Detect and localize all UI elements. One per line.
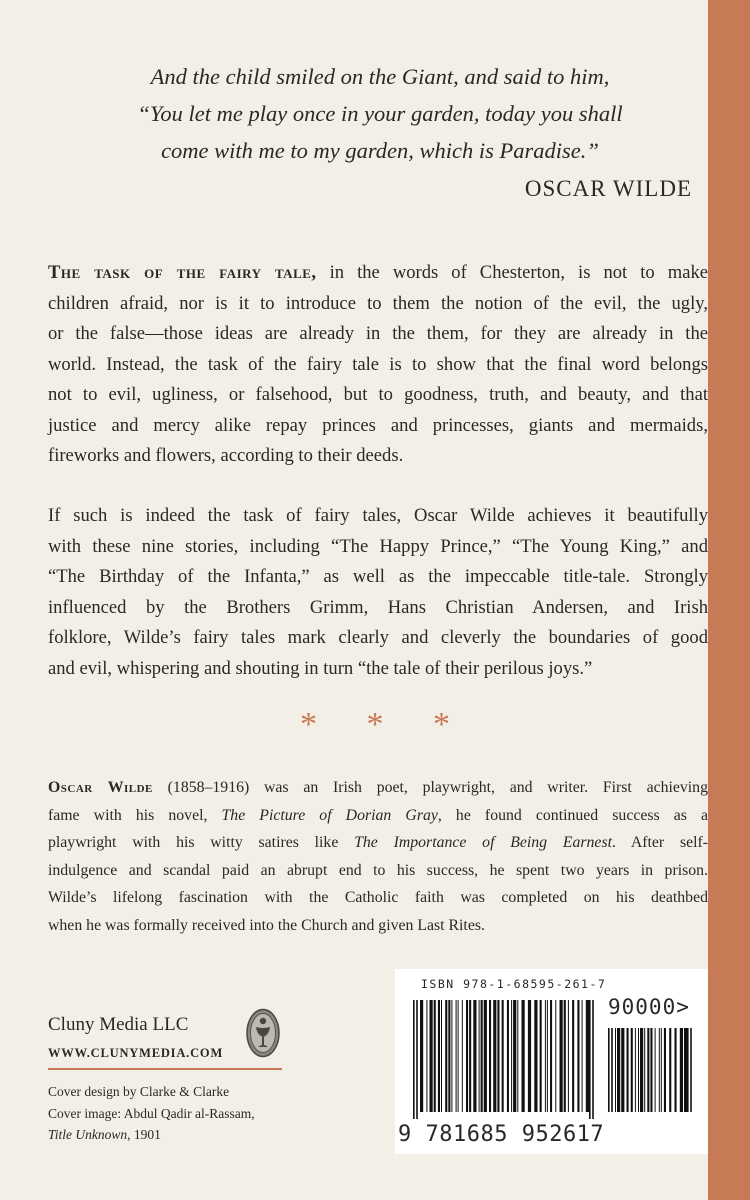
barcode-bar (469, 1000, 471, 1112)
paragraph-line: The task of the fairy tale, in the words of Chesterton, is not to make (48, 262, 708, 283)
bio-line: Wilde’s lifelong fascination with the Catholic faith was completed on his deathbed (48, 889, 708, 906)
barcode-bar (675, 1028, 677, 1112)
asterisk-icon: * (300, 706, 317, 743)
barcode-bar (534, 1000, 537, 1112)
barcode-bar (684, 1028, 687, 1112)
paragraph-line: justice and mercy alike repay princes and princesses, giants and mermaids, (48, 414, 708, 436)
barcode-bar (577, 1000, 579, 1112)
barcode-bar (589, 1000, 591, 1119)
barcode-bar (568, 1000, 569, 1112)
paragraph-line: influenced by the Brothers Grimm, Hans Christian Andersen, and Irish (48, 596, 708, 618)
barcode-bar (627, 1028, 629, 1112)
credit-design: Cover design by Clarke & Clarke (48, 1084, 230, 1099)
bio-author-name: Oscar Wilde (48, 779, 153, 796)
quote-line: “You let me play once in your garden, today you shall (137, 101, 623, 126)
cover-credits (48, 1081, 255, 1146)
divider-rule (48, 1068, 282, 1070)
quote-line: come with me to my garden, which is Paradise.” (161, 138, 599, 163)
paragraph-line: folklore, Wilde’s fairy tales mark clearly and cleverly the boundaries of good (48, 627, 708, 648)
barcode-bar (669, 1028, 671, 1112)
barcode-bar (545, 1000, 546, 1112)
barcode-bar (572, 1000, 574, 1112)
barcode-bar (493, 1000, 496, 1112)
asterisk-icon: * (433, 706, 450, 743)
barcode-bar (647, 1028, 649, 1112)
bio-line: Oscar Wilde (1858–1916) was an Irish poet, playwright, and writer. First achieving (48, 779, 708, 796)
barcode-bar (462, 1000, 463, 1112)
barcode-bar (617, 1028, 620, 1112)
barcode-bar (615, 1028, 616, 1112)
barcode-bar (466, 1000, 468, 1112)
chalice-medallion-icon (246, 1008, 280, 1058)
barcode-bar (456, 1000, 457, 1112)
barcode-bar (522, 1000, 525, 1112)
paragraph-line: children afraid, nor is it to introduce to them the notion of the evil, the ugly, (48, 292, 708, 314)
barcode-bar (687, 1028, 689, 1112)
epigraph-quote (60, 58, 700, 169)
asterisk-icon: * (366, 706, 384, 743)
barcode-bar (416, 1000, 418, 1119)
barcode-bar (528, 1000, 531, 1112)
isbn-text: ISBN 978-1-68595-261-7 (421, 977, 607, 991)
spine-band (708, 0, 750, 1200)
ean-digits: 9 781685 952617 (398, 1122, 605, 1147)
barcode-bar (638, 1028, 639, 1112)
barcode-bar (497, 1000, 499, 1112)
credit-image: Cover image: Abdul Qadir al-Rassam, (48, 1105, 255, 1121)
paragraph-line: world. Instead, the task of the fairy tale is to show that the final word belongs (48, 353, 708, 375)
barcode-bar (445, 1000, 447, 1112)
barcode-bar (420, 1000, 423, 1112)
bio-line: playwright with his witty satires like The Importance of Being Earnest. After self- (48, 834, 709, 851)
book-title: The Importance of Being Earnest (354, 834, 612, 851)
quote-line: And the child smiled on the Giant, and said to him, (150, 64, 610, 89)
barcode-bar (611, 1028, 613, 1112)
publisher-website: WWW.CLUNYMEDIA.COM (48, 1046, 224, 1060)
barcode-bar (560, 1000, 563, 1112)
barcode-bar (608, 1028, 610, 1112)
barcode-bar (430, 1000, 433, 1112)
barcode-bar (650, 1028, 652, 1112)
lead-in: The task of the fairy tale, (48, 262, 317, 283)
barcode-bar (458, 1000, 459, 1112)
barcode-bar (540, 1000, 542, 1112)
barcode-bar (680, 1028, 683, 1112)
book-title: The Picture of Dorian Gray (221, 806, 438, 824)
paragraph-line: and evil, whispering and shouting in turn “the tale of their perilous joys.” (48, 657, 593, 679)
paragraph-line: with these nine stories, including “The Happy Prince,” “The Young King,” and (48, 535, 708, 557)
barcode-bar (434, 1000, 436, 1112)
barcode-bar (438, 1000, 440, 1112)
bio-line: fame with his novel, The Picture of Dorian Gray, he found continued success as a (48, 806, 709, 824)
barcode-bar (586, 1000, 589, 1112)
barcode-bar (479, 1000, 480, 1112)
barcode-bar (659, 1028, 660, 1112)
barcode-bar (640, 1028, 643, 1112)
barcode-bar (635, 1028, 636, 1112)
bio-line: when he was formally received into the Church and given Last Rites. (48, 916, 485, 934)
barcode-bar (517, 1000, 518, 1112)
barcode-bar (661, 1028, 662, 1112)
barcode-bar (448, 1000, 450, 1112)
barcode-bar (664, 1028, 666, 1112)
paragraph-line: or the false—those ideas are already in the them, for they are already in the (48, 323, 708, 344)
paragraph-line: not to evil, ugliness, or falsehood, but to goodness, truth, and beauty, and that (48, 384, 708, 405)
barcode-bar (507, 1000, 509, 1112)
quote-author: OSCAR WILDE (524, 176, 692, 201)
bio-line: indulgence and scandal paid an abrupt end to his success, he spent two years in prison. (48, 861, 708, 879)
barcode-bar (489, 1000, 491, 1112)
asterism-ornament (300, 708, 450, 742)
credit-image-title: Title Unknown, 1901 (48, 1127, 161, 1142)
publisher-name: Cluny Media LLC (48, 1014, 189, 1035)
barcode-bar (413, 1000, 415, 1119)
barcode-bar (555, 1000, 556, 1112)
barcode-bar (592, 1000, 594, 1119)
barcode-bar (564, 1000, 566, 1112)
description-paragraph-1 (48, 258, 708, 472)
paragraph-line: fireworks and flowers, according to their deeds. (48, 445, 404, 466)
barcode-bar (547, 1000, 548, 1112)
paragraph-line: If such is indeed the task of fairy tales, Oscar Wilde achieves it beautifully (48, 505, 708, 526)
price-code: 90000> (608, 995, 690, 1019)
barcode-bar (550, 1000, 552, 1112)
barcode-bar (502, 1000, 504, 1112)
barcode-bar (511, 1000, 512, 1112)
barcode-bar (513, 1000, 516, 1112)
barcode-bar (631, 1028, 633, 1112)
barcode-bar (644, 1028, 645, 1112)
barcode-bar (484, 1000, 487, 1112)
barcode-bar (690, 1028, 692, 1112)
barcode-bar (655, 1028, 656, 1112)
author-bio (48, 774, 708, 939)
barcode-bar (582, 1000, 583, 1112)
barcode-bar (621, 1028, 624, 1112)
barcode-bar (441, 1000, 442, 1112)
paragraph-line: “The Birthday of the Infanta,” as well as the impeccable title-tale. Strongly (48, 566, 708, 587)
barcode-bar (481, 1000, 483, 1112)
barcode-bar (426, 1000, 427, 1112)
barcode-bar (473, 1000, 476, 1112)
barcode-bar (451, 1000, 452, 1112)
description-paragraph-2 (48, 501, 708, 684)
